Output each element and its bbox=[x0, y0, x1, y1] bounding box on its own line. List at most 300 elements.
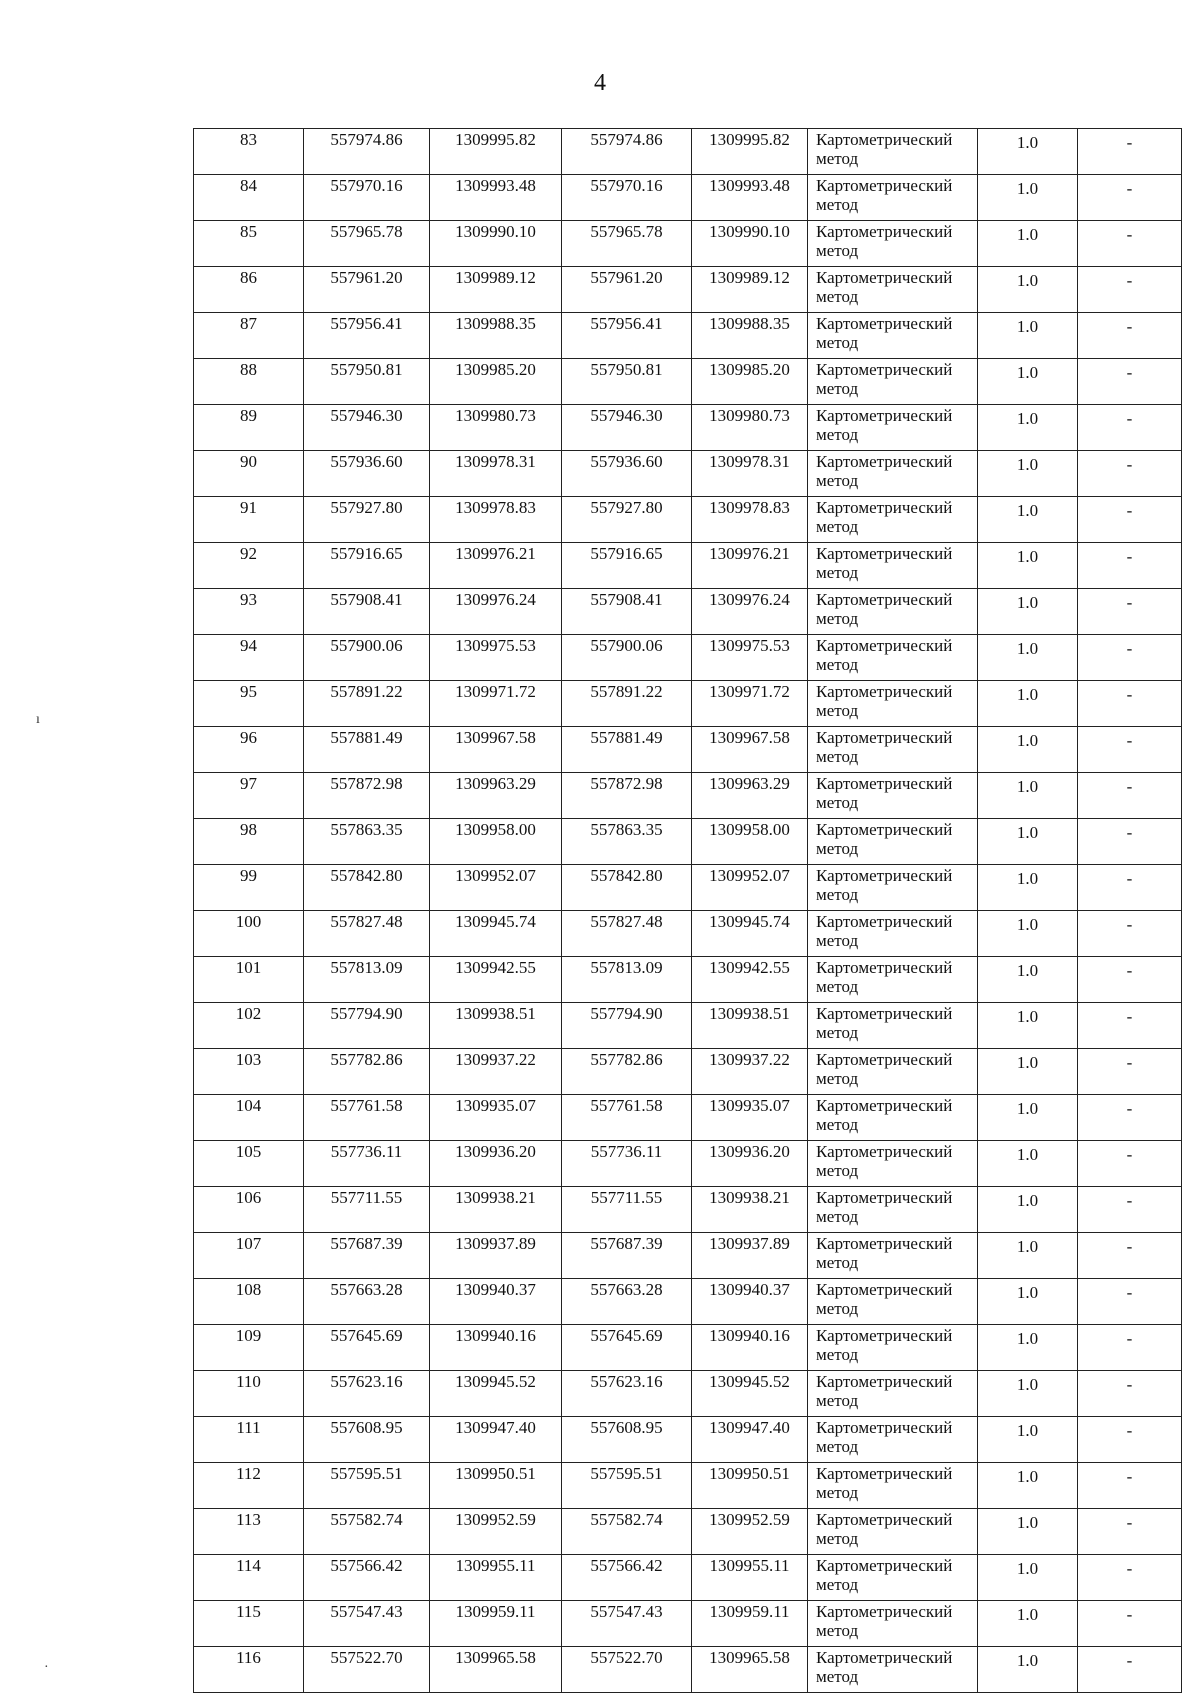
y-new-cell: 1309978.31 bbox=[692, 451, 808, 497]
point-number-cell: 97 bbox=[194, 773, 304, 819]
y-existing-cell: 1309942.55 bbox=[430, 957, 562, 1003]
note-cell: - bbox=[1078, 727, 1182, 773]
x-new-cell: 557582.74 bbox=[562, 1509, 692, 1555]
y-new-cell: 1309945.52 bbox=[692, 1371, 808, 1417]
accuracy-cell: 1.0 bbox=[978, 681, 1078, 727]
note-cell: - bbox=[1078, 773, 1182, 819]
x-existing-cell: 557687.39 bbox=[304, 1233, 430, 1279]
point-number-cell: 98 bbox=[194, 819, 304, 865]
point-number-cell: 96 bbox=[194, 727, 304, 773]
x-existing-cell: 557908.41 bbox=[304, 589, 430, 635]
x-new-cell: 557566.42 bbox=[562, 1555, 692, 1601]
note-cell: - bbox=[1078, 1325, 1182, 1371]
y-new-cell: 1309945.74 bbox=[692, 911, 808, 957]
x-new-cell: 557916.65 bbox=[562, 543, 692, 589]
point-number-cell: 105 bbox=[194, 1141, 304, 1187]
accuracy-cell: 1.0 bbox=[978, 957, 1078, 1003]
x-existing-cell: 557736.11 bbox=[304, 1141, 430, 1187]
y-new-cell: 1309955.11 bbox=[692, 1555, 808, 1601]
table-row bbox=[194, 1095, 1182, 1141]
y-new-cell: 1309967.58 bbox=[692, 727, 808, 773]
note-cell: - bbox=[1078, 1095, 1182, 1141]
method-cell: Картометрический метод bbox=[808, 267, 978, 313]
point-number-cell: 111 bbox=[194, 1417, 304, 1463]
method-cell: Картометрический метод bbox=[808, 359, 978, 405]
note-cell: - bbox=[1078, 267, 1182, 313]
method-cell: Картометрический метод bbox=[808, 543, 978, 589]
note-cell: - bbox=[1078, 1049, 1182, 1095]
point-number-cell: 100 bbox=[194, 911, 304, 957]
y-new-cell: 1309938.21 bbox=[692, 1187, 808, 1233]
y-new-cell: 1309989.12 bbox=[692, 267, 808, 313]
table-row bbox=[194, 1233, 1182, 1279]
x-new-cell: 557522.70 bbox=[562, 1647, 692, 1693]
x-existing-cell: 557961.20 bbox=[304, 267, 430, 313]
y-existing-cell: 1309937.89 bbox=[430, 1233, 562, 1279]
accuracy-cell: 1.0 bbox=[978, 221, 1078, 267]
note-cell: - bbox=[1078, 1371, 1182, 1417]
x-existing-cell: 557863.35 bbox=[304, 819, 430, 865]
x-new-cell: 557827.48 bbox=[562, 911, 692, 957]
x-new-cell: 557761.58 bbox=[562, 1095, 692, 1141]
accuracy-cell: 1.0 bbox=[978, 1463, 1078, 1509]
accuracy-cell: 1.0 bbox=[978, 727, 1078, 773]
y-new-cell: 1309936.20 bbox=[692, 1141, 808, 1187]
x-existing-cell: 557974.86 bbox=[304, 129, 430, 175]
point-number-cell: 92 bbox=[194, 543, 304, 589]
x-existing-cell: 557965.78 bbox=[304, 221, 430, 267]
x-existing-cell: 557645.69 bbox=[304, 1325, 430, 1371]
y-new-cell: 1309935.07 bbox=[692, 1095, 808, 1141]
method-cell: Картометрический метод bbox=[808, 1509, 978, 1555]
method-cell: Картометрический метод bbox=[808, 497, 978, 543]
x-new-cell: 557623.16 bbox=[562, 1371, 692, 1417]
method-cell: Картометрический метод bbox=[808, 1095, 978, 1141]
method-cell: Картометрический метод bbox=[808, 1187, 978, 1233]
y-new-cell: 1309978.83 bbox=[692, 497, 808, 543]
method-cell: Картометрический метод bbox=[808, 1003, 978, 1049]
y-existing-cell: 1309975.53 bbox=[430, 635, 562, 681]
accuracy-cell: 1.0 bbox=[978, 359, 1078, 405]
accuracy-cell: 1.0 bbox=[978, 1371, 1078, 1417]
method-cell: Картометрический метод bbox=[808, 865, 978, 911]
note-cell: - bbox=[1078, 1141, 1182, 1187]
y-existing-cell: 1309950.51 bbox=[430, 1463, 562, 1509]
accuracy-cell: 1.0 bbox=[978, 1601, 1078, 1647]
table-row bbox=[194, 1555, 1182, 1601]
note-cell: - bbox=[1078, 175, 1182, 221]
method-cell: Картометрический метод bbox=[808, 1233, 978, 1279]
y-new-cell: 1309942.55 bbox=[692, 957, 808, 1003]
x-existing-cell: 557582.74 bbox=[304, 1509, 430, 1555]
table-row bbox=[194, 313, 1182, 359]
note-cell: - bbox=[1078, 1417, 1182, 1463]
x-existing-cell: 557936.60 bbox=[304, 451, 430, 497]
y-existing-cell: 1309945.52 bbox=[430, 1371, 562, 1417]
x-new-cell: 557946.30 bbox=[562, 405, 692, 451]
method-cell: Картометрический метод bbox=[808, 911, 978, 957]
y-existing-cell: 1309990.10 bbox=[430, 221, 562, 267]
table-row bbox=[194, 1141, 1182, 1187]
y-existing-cell: 1309958.00 bbox=[430, 819, 562, 865]
accuracy-cell: 1.0 bbox=[978, 865, 1078, 911]
accuracy-cell: 1.0 bbox=[978, 1187, 1078, 1233]
point-number-cell: 90 bbox=[194, 451, 304, 497]
x-existing-cell: 557872.98 bbox=[304, 773, 430, 819]
table-row bbox=[194, 1371, 1182, 1417]
x-new-cell: 557547.43 bbox=[562, 1601, 692, 1647]
method-cell: Картометрический метод bbox=[808, 1141, 978, 1187]
accuracy-cell: 1.0 bbox=[978, 1417, 1078, 1463]
accuracy-cell: 1.0 bbox=[978, 313, 1078, 359]
note-cell: - bbox=[1078, 313, 1182, 359]
y-existing-cell: 1309938.51 bbox=[430, 1003, 562, 1049]
note-cell: - bbox=[1078, 819, 1182, 865]
table-row bbox=[194, 1417, 1182, 1463]
accuracy-cell: 1.0 bbox=[978, 1279, 1078, 1325]
x-new-cell: 557595.51 bbox=[562, 1463, 692, 1509]
point-number-cell: 104 bbox=[194, 1095, 304, 1141]
note-cell: - bbox=[1078, 543, 1182, 589]
x-new-cell: 557782.86 bbox=[562, 1049, 692, 1095]
note-cell: - bbox=[1078, 1555, 1182, 1601]
method-cell: Картометрический метод bbox=[808, 1279, 978, 1325]
point-number-cell: 95 bbox=[194, 681, 304, 727]
y-new-cell: 1309937.89 bbox=[692, 1233, 808, 1279]
point-number-cell: 91 bbox=[194, 497, 304, 543]
method-cell: Картометрический метод bbox=[808, 635, 978, 681]
x-existing-cell: 557842.80 bbox=[304, 865, 430, 911]
x-existing-cell: 557970.16 bbox=[304, 175, 430, 221]
y-new-cell: 1309995.82 bbox=[692, 129, 808, 175]
point-number-cell: 89 bbox=[194, 405, 304, 451]
y-new-cell: 1309959.11 bbox=[692, 1601, 808, 1647]
point-number-cell: 83 bbox=[194, 129, 304, 175]
method-cell: Картометрический метод bbox=[808, 773, 978, 819]
x-new-cell: 557900.06 bbox=[562, 635, 692, 681]
coordinates-table-container bbox=[193, 128, 1181, 1693]
y-new-cell: 1309980.73 bbox=[692, 405, 808, 451]
method-cell: Картометрический метод bbox=[808, 1371, 978, 1417]
note-cell: - bbox=[1078, 1233, 1182, 1279]
x-new-cell: 557608.95 bbox=[562, 1417, 692, 1463]
point-number-cell: 88 bbox=[194, 359, 304, 405]
table-row bbox=[194, 819, 1182, 865]
y-new-cell: 1309965.58 bbox=[692, 1647, 808, 1693]
x-existing-cell: 557566.42 bbox=[304, 1555, 430, 1601]
page-number: 4 bbox=[594, 70, 606, 96]
note-cell: - bbox=[1078, 1279, 1182, 1325]
method-cell: Картометрический метод bbox=[808, 1049, 978, 1095]
y-existing-cell: 1309952.07 bbox=[430, 865, 562, 911]
x-existing-cell: 557946.30 bbox=[304, 405, 430, 451]
y-new-cell: 1309985.20 bbox=[692, 359, 808, 405]
y-existing-cell: 1309952.59 bbox=[430, 1509, 562, 1555]
method-cell: Картометрический метод bbox=[808, 589, 978, 635]
x-existing-cell: 557813.09 bbox=[304, 957, 430, 1003]
y-existing-cell: 1309978.31 bbox=[430, 451, 562, 497]
table-row bbox=[194, 957, 1182, 1003]
accuracy-cell: 1.0 bbox=[978, 543, 1078, 589]
note-cell: - bbox=[1078, 1601, 1182, 1647]
x-new-cell: 557950.81 bbox=[562, 359, 692, 405]
x-new-cell: 557872.98 bbox=[562, 773, 692, 819]
table-row bbox=[194, 175, 1182, 221]
method-cell: Картометрический метод bbox=[808, 451, 978, 497]
y-existing-cell: 1309971.72 bbox=[430, 681, 562, 727]
table-row bbox=[194, 359, 1182, 405]
y-existing-cell: 1309947.40 bbox=[430, 1417, 562, 1463]
method-cell: Картометрический метод bbox=[808, 1647, 978, 1693]
y-existing-cell: 1309978.83 bbox=[430, 497, 562, 543]
x-existing-cell: 557794.90 bbox=[304, 1003, 430, 1049]
y-new-cell: 1309975.53 bbox=[692, 635, 808, 681]
x-existing-cell: 557927.80 bbox=[304, 497, 430, 543]
y-existing-cell: 1309976.21 bbox=[430, 543, 562, 589]
table-row bbox=[194, 865, 1182, 911]
accuracy-cell: 1.0 bbox=[978, 497, 1078, 543]
accuracy-cell: 1.0 bbox=[978, 1049, 1078, 1095]
x-existing-cell: 557782.86 bbox=[304, 1049, 430, 1095]
x-existing-cell: 557761.58 bbox=[304, 1095, 430, 1141]
note-cell: - bbox=[1078, 911, 1182, 957]
x-new-cell: 557891.22 bbox=[562, 681, 692, 727]
table-row bbox=[194, 1049, 1182, 1095]
x-new-cell: 557974.86 bbox=[562, 129, 692, 175]
accuracy-cell: 1.0 bbox=[978, 635, 1078, 681]
accuracy-cell: 1.0 bbox=[978, 1095, 1078, 1141]
point-number-cell: 102 bbox=[194, 1003, 304, 1049]
accuracy-cell: 1.0 bbox=[978, 1325, 1078, 1371]
x-new-cell: 557813.09 bbox=[562, 957, 692, 1003]
note-cell: - bbox=[1078, 221, 1182, 267]
accuracy-cell: 1.0 bbox=[978, 1555, 1078, 1601]
accuracy-cell: 1.0 bbox=[978, 451, 1078, 497]
x-existing-cell: 557956.41 bbox=[304, 313, 430, 359]
method-cell: Картометрический метод bbox=[808, 1463, 978, 1509]
point-number-cell: 107 bbox=[194, 1233, 304, 1279]
point-number-cell: 110 bbox=[194, 1371, 304, 1417]
point-number-cell: 113 bbox=[194, 1509, 304, 1555]
note-cell: - bbox=[1078, 497, 1182, 543]
note-cell: - bbox=[1078, 1463, 1182, 1509]
table-row bbox=[194, 1187, 1182, 1233]
x-existing-cell: 557881.49 bbox=[304, 727, 430, 773]
x-new-cell: 557961.20 bbox=[562, 267, 692, 313]
y-existing-cell: 1309959.11 bbox=[430, 1601, 562, 1647]
accuracy-cell: 1.0 bbox=[978, 267, 1078, 313]
accuracy-cell: 1.0 bbox=[978, 1647, 1078, 1693]
note-cell: - bbox=[1078, 1647, 1182, 1693]
x-new-cell: 557881.49 bbox=[562, 727, 692, 773]
x-existing-cell: 557950.81 bbox=[304, 359, 430, 405]
accuracy-cell: 1.0 bbox=[978, 1509, 1078, 1555]
y-existing-cell: 1309995.82 bbox=[430, 129, 562, 175]
y-existing-cell: 1309967.58 bbox=[430, 727, 562, 773]
x-new-cell: 557970.16 bbox=[562, 175, 692, 221]
note-cell: - bbox=[1078, 129, 1182, 175]
point-number-cell: 94 bbox=[194, 635, 304, 681]
table-row bbox=[194, 1601, 1182, 1647]
y-existing-cell: 1309988.35 bbox=[430, 313, 562, 359]
x-existing-cell: 557891.22 bbox=[304, 681, 430, 727]
note-cell: - bbox=[1078, 865, 1182, 911]
accuracy-cell: 1.0 bbox=[978, 405, 1078, 451]
method-cell: Картометрический метод bbox=[808, 819, 978, 865]
table-row bbox=[194, 1003, 1182, 1049]
x-new-cell: 557645.69 bbox=[562, 1325, 692, 1371]
y-existing-cell: 1309937.22 bbox=[430, 1049, 562, 1095]
accuracy-cell: 1.0 bbox=[978, 773, 1078, 819]
note-cell: - bbox=[1078, 359, 1182, 405]
x-new-cell: 557936.60 bbox=[562, 451, 692, 497]
y-new-cell: 1309938.51 bbox=[692, 1003, 808, 1049]
x-existing-cell: 557900.06 bbox=[304, 635, 430, 681]
point-number-cell: 101 bbox=[194, 957, 304, 1003]
table-row bbox=[194, 1647, 1182, 1693]
table-row bbox=[194, 543, 1182, 589]
point-number-cell: 86 bbox=[194, 267, 304, 313]
y-existing-cell: 1309989.12 bbox=[430, 267, 562, 313]
method-cell: Картометрический метод bbox=[808, 681, 978, 727]
method-cell: Картометрический метод bbox=[808, 129, 978, 175]
y-existing-cell: 1309963.29 bbox=[430, 773, 562, 819]
y-existing-cell: 1309945.74 bbox=[430, 911, 562, 957]
method-cell: Картометрический метод bbox=[808, 1555, 978, 1601]
x-existing-cell: 557663.28 bbox=[304, 1279, 430, 1325]
y-existing-cell: 1309980.73 bbox=[430, 405, 562, 451]
point-number-cell: 116 bbox=[194, 1647, 304, 1693]
y-existing-cell: 1309965.58 bbox=[430, 1647, 562, 1693]
accuracy-cell: 1.0 bbox=[978, 911, 1078, 957]
point-number-cell: 99 bbox=[194, 865, 304, 911]
table-row bbox=[194, 681, 1182, 727]
point-number-cell: 109 bbox=[194, 1325, 304, 1371]
accuracy-cell: 1.0 bbox=[978, 175, 1078, 221]
x-new-cell: 557965.78 bbox=[562, 221, 692, 267]
point-number-cell: 85 bbox=[194, 221, 304, 267]
x-new-cell: 557863.35 bbox=[562, 819, 692, 865]
y-existing-cell: 1309935.07 bbox=[430, 1095, 562, 1141]
method-cell: Картометрический метод bbox=[808, 727, 978, 773]
point-number-cell: 87 bbox=[194, 313, 304, 359]
x-new-cell: 557794.90 bbox=[562, 1003, 692, 1049]
table-row bbox=[194, 497, 1182, 543]
y-existing-cell: 1309955.11 bbox=[430, 1555, 562, 1601]
x-new-cell: 557736.11 bbox=[562, 1141, 692, 1187]
x-new-cell: 557687.39 bbox=[562, 1233, 692, 1279]
note-cell: - bbox=[1078, 1509, 1182, 1555]
point-number-cell: 108 bbox=[194, 1279, 304, 1325]
method-cell: Картометрический метод bbox=[808, 1601, 978, 1647]
method-cell: Картометрический метод bbox=[808, 405, 978, 451]
note-cell: - bbox=[1078, 957, 1182, 1003]
y-new-cell: 1309971.72 bbox=[692, 681, 808, 727]
point-number-cell: 115 bbox=[194, 1601, 304, 1647]
y-new-cell: 1309976.21 bbox=[692, 543, 808, 589]
note-cell: - bbox=[1078, 1187, 1182, 1233]
x-new-cell: 557711.55 bbox=[562, 1187, 692, 1233]
x-existing-cell: 557916.65 bbox=[304, 543, 430, 589]
y-new-cell: 1309990.10 bbox=[692, 221, 808, 267]
y-new-cell: 1309950.51 bbox=[692, 1463, 808, 1509]
table-row bbox=[194, 1463, 1182, 1509]
x-new-cell: 557663.28 bbox=[562, 1279, 692, 1325]
y-new-cell: 1309947.40 bbox=[692, 1417, 808, 1463]
method-cell: Картометрический метод bbox=[808, 313, 978, 359]
table-row bbox=[194, 129, 1182, 175]
y-new-cell: 1309963.29 bbox=[692, 773, 808, 819]
x-new-cell: 557842.80 bbox=[562, 865, 692, 911]
x-existing-cell: 557547.43 bbox=[304, 1601, 430, 1647]
y-existing-cell: 1309976.24 bbox=[430, 589, 562, 635]
scan-mark: ı bbox=[36, 712, 40, 727]
y-existing-cell: 1309940.37 bbox=[430, 1279, 562, 1325]
x-existing-cell: 557623.16 bbox=[304, 1371, 430, 1417]
table-row bbox=[194, 1509, 1182, 1555]
y-new-cell: 1309940.37 bbox=[692, 1279, 808, 1325]
accuracy-cell: 1.0 bbox=[978, 129, 1078, 175]
y-existing-cell: 1309985.20 bbox=[430, 359, 562, 405]
x-existing-cell: 557711.55 bbox=[304, 1187, 430, 1233]
y-new-cell: 1309952.07 bbox=[692, 865, 808, 911]
table-row bbox=[194, 911, 1182, 957]
table-row bbox=[194, 1325, 1182, 1371]
y-existing-cell: 1309993.48 bbox=[430, 175, 562, 221]
accuracy-cell: 1.0 bbox=[978, 589, 1078, 635]
method-cell: Картометрический метод bbox=[808, 175, 978, 221]
point-number-cell: 84 bbox=[194, 175, 304, 221]
point-number-cell: 93 bbox=[194, 589, 304, 635]
y-new-cell: 1309988.35 bbox=[692, 313, 808, 359]
table-row bbox=[194, 451, 1182, 497]
method-cell: Картометрический метод bbox=[808, 957, 978, 1003]
y-new-cell: 1309937.22 bbox=[692, 1049, 808, 1095]
table-row bbox=[194, 727, 1182, 773]
table-row bbox=[194, 267, 1182, 313]
note-cell: - bbox=[1078, 589, 1182, 635]
accuracy-cell: 1.0 bbox=[978, 1233, 1078, 1279]
table-row bbox=[194, 635, 1182, 681]
x-existing-cell: 557595.51 bbox=[304, 1463, 430, 1509]
note-cell: - bbox=[1078, 1003, 1182, 1049]
accuracy-cell: 1.0 bbox=[978, 1141, 1078, 1187]
table-row bbox=[194, 405, 1182, 451]
method-cell: Картометрический метод bbox=[808, 1417, 978, 1463]
table-body bbox=[194, 129, 1182, 1693]
coordinates-table bbox=[193, 128, 1182, 1693]
accuracy-cell: 1.0 bbox=[978, 819, 1078, 865]
x-existing-cell: 557608.95 bbox=[304, 1417, 430, 1463]
x-existing-cell: 557522.70 bbox=[304, 1647, 430, 1693]
x-new-cell: 557927.80 bbox=[562, 497, 692, 543]
accuracy-cell: 1.0 bbox=[978, 1003, 1078, 1049]
y-new-cell: 1309976.24 bbox=[692, 589, 808, 635]
note-cell: - bbox=[1078, 451, 1182, 497]
method-cell: Картометрический метод bbox=[808, 221, 978, 267]
point-number-cell: 112 bbox=[194, 1463, 304, 1509]
x-existing-cell: 557827.48 bbox=[304, 911, 430, 957]
method-cell: Картометрический метод bbox=[808, 1325, 978, 1371]
point-number-cell: 114 bbox=[194, 1555, 304, 1601]
point-number-cell: 106 bbox=[194, 1187, 304, 1233]
table-row bbox=[194, 589, 1182, 635]
y-existing-cell: 1309936.20 bbox=[430, 1141, 562, 1187]
scan-dot: · bbox=[44, 1660, 49, 1675]
y-new-cell: 1309993.48 bbox=[692, 175, 808, 221]
point-number-cell: 103 bbox=[194, 1049, 304, 1095]
note-cell: - bbox=[1078, 681, 1182, 727]
